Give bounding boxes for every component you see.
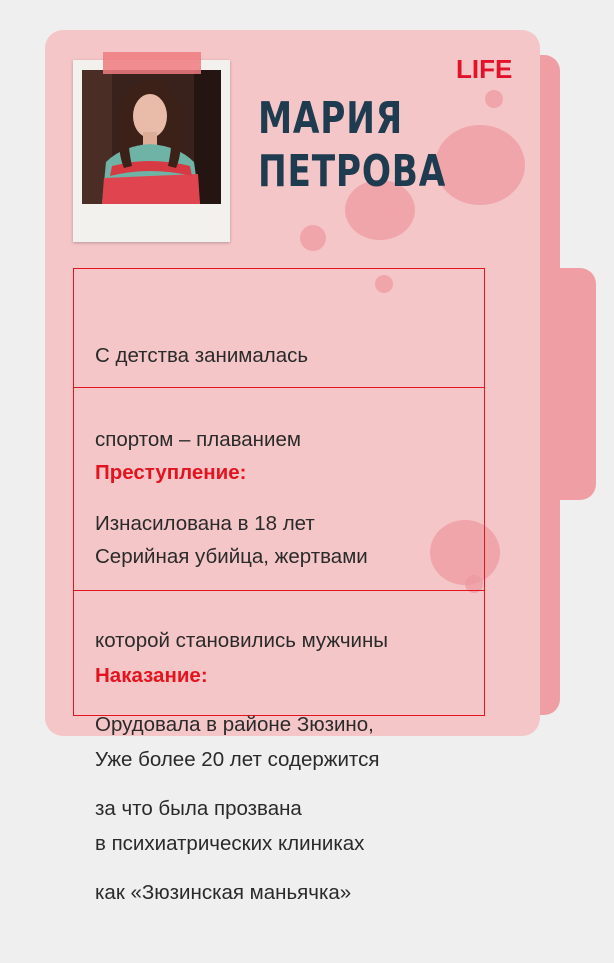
- tape-strip: [103, 52, 201, 74]
- splatter: [485, 90, 503, 108]
- punishment-text: [95, 606, 379, 914]
- text-line: спортом – плаванием: [95, 428, 301, 451]
- card-edge: [520, 250, 540, 550]
- text-line: Орудовала в районе Зюзино,: [95, 713, 374, 736]
- brand-logo: LIFE: [456, 54, 513, 84]
- text-line: за что была прозвана: [95, 797, 302, 820]
- splatter: [300, 225, 326, 251]
- portrait-illustration: [82, 70, 221, 204]
- name-first: МАРИЯ: [258, 93, 403, 144]
- splatter: [435, 125, 525, 205]
- text-line: в психиатрических клиниках: [95, 832, 365, 855]
- text-line: Серийная убийца, жертвами: [95, 545, 368, 568]
- text-line: Уже более 20 лет содержится: [95, 748, 380, 771]
- crime-heading: Преступление:: [95, 461, 247, 484]
- person-name: [258, 92, 446, 198]
- punishment-heading: Наказание:: [95, 664, 208, 687]
- text-line: С детства занималась: [95, 344, 309, 367]
- text-line: Изнасилована в 18 лет: [95, 512, 315, 535]
- text-line: которой становились мужчины: [95, 629, 389, 652]
- text-line: как «Зюзинская маньячка»: [95, 881, 352, 904]
- portrait-photo: [82, 70, 221, 204]
- name-last: ПЕТРОВА: [258, 146, 447, 197]
